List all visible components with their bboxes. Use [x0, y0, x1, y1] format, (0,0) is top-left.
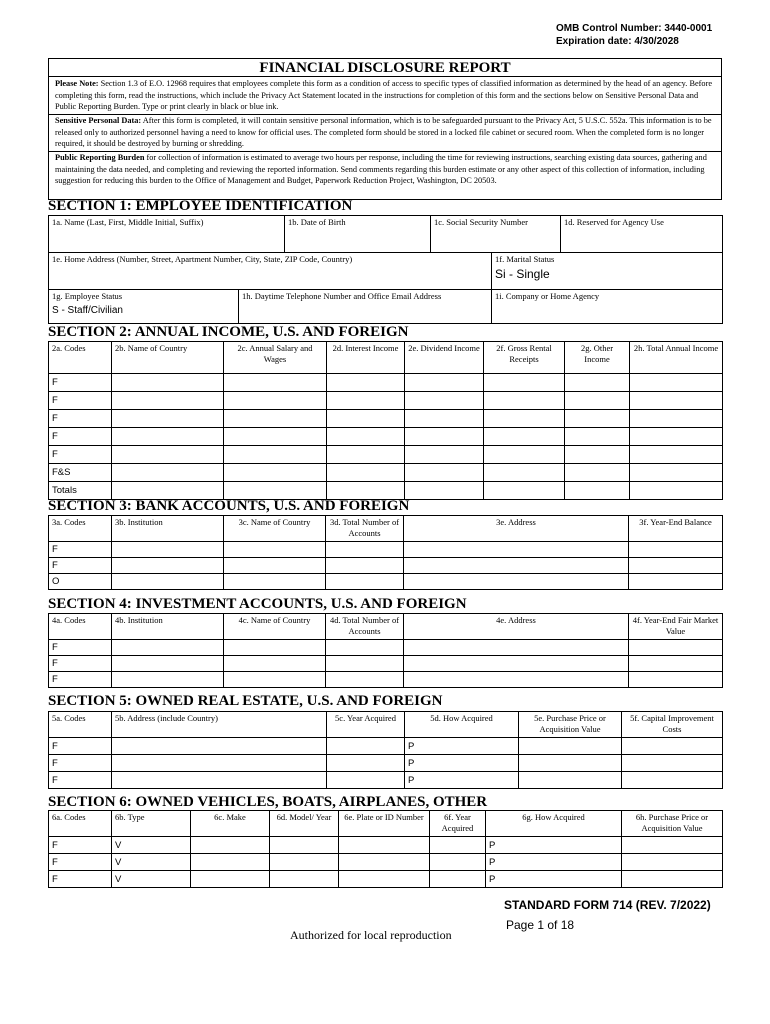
s6-cell[interactable] [339, 854, 430, 871]
s5-cell[interactable] [622, 772, 723, 789]
s5-header-2: 5c. Year Acquired [327, 712, 405, 738]
s4-cell[interactable] [224, 656, 326, 672]
s6-cell[interactable] [622, 854, 723, 871]
s3-cell[interactable] [404, 542, 629, 558]
s2-row [49, 446, 723, 464]
s2-cell[interactable] [327, 464, 405, 482]
s2-header-0: 2a. Codes [49, 342, 112, 374]
s6-cell[interactable] [191, 837, 270, 854]
field-1i-company[interactable]: 1i. Company or Home Agency [492, 290, 723, 324]
s5-cell[interactable] [519, 738, 622, 755]
section-6-table [48, 810, 723, 888]
section-1-row3 [48, 289, 723, 324]
s2-cell[interactable] [327, 482, 405, 500]
s2-cell[interactable] [112, 410, 224, 428]
s3-cell[interactable] [224, 542, 326, 558]
section-4-title: SECTION 4: INVESTMENT ACCOUNTS, U.S. AND FOREIGN [48, 596, 467, 612]
s4-cell[interactable] [404, 672, 629, 688]
s6-header-2: 6c. Make [191, 811, 270, 837]
s3-row [49, 574, 723, 590]
field-1g-employee-status[interactable]: 1g. Employee Status S - Staff/Civilian [49, 290, 239, 324]
s4-cell[interactable] [112, 672, 224, 688]
s2-header-2: 2c. Annual Salary and Wages [224, 342, 327, 374]
s3-header-2: 3c. Name of Country [224, 516, 326, 542]
s2-cell[interactable] [224, 374, 327, 392]
s2-header-7: 2h. Total Annual Income [630, 342, 723, 374]
s5-header-5: 5f. Capital Improvement Costs [622, 712, 723, 738]
s4-header-5: 4f. Year-End Fair Market Value [629, 614, 723, 640]
s5-header-0: 5a. Codes [49, 712, 112, 738]
s3-cell[interactable] [112, 542, 224, 558]
s6-cell[interactable] [622, 837, 723, 854]
s3-cell[interactable] [404, 574, 629, 590]
s6-header-5: 6f. Year Acquired [430, 811, 486, 837]
s2-cell[interactable] [484, 464, 565, 482]
s2-cell[interactable] [405, 482, 484, 500]
s2-cell[interactable] [565, 446, 630, 464]
s6-header-6: 6g. How Acquired [486, 811, 622, 837]
s3-cell[interactable]: F [49, 558, 112, 574]
field-1h-phone-email[interactable]: 1h. Daytime Telephone Number and Office Email Address [239, 290, 492, 324]
s2-cell[interactable]: F [49, 446, 112, 464]
s6-cell[interactable]: F [49, 837, 112, 854]
s4-cell[interactable] [326, 656, 404, 672]
s3-cell[interactable] [224, 574, 326, 590]
s5-cell[interactable] [112, 738, 327, 755]
field-1b-dob[interactable]: 1b. Date of Birth [285, 216, 431, 253]
s6-cell[interactable] [191, 871, 270, 888]
s6-cell[interactable] [270, 854, 339, 871]
s2-cell[interactable] [224, 464, 327, 482]
s3-cell[interactable] [629, 542, 723, 558]
s4-header-4: 4e. Address [404, 614, 629, 640]
s5-cell[interactable]: F [49, 772, 112, 789]
s6-header-1: 6b. Type [112, 811, 191, 837]
s3-row [49, 558, 723, 574]
s5-header-3: 5d. How Acquired [405, 712, 519, 738]
form-title: FINANCIAL DISCLOSURE REPORT [259, 60, 511, 76]
s2-cell[interactable] [630, 428, 723, 446]
s6-cell[interactable] [339, 837, 430, 854]
s2-cell[interactable] [224, 392, 327, 410]
s6-cell[interactable]: F [49, 854, 112, 871]
section-6-title: SECTION 6: OWNED VEHICLES, BOATS, AIRPLANES, OTHER [48, 794, 488, 810]
s6-header-4: 6e. Plate or ID Number [339, 811, 430, 837]
field-1a-name[interactable]: 1a. Name (Last, First, Middle Initial, Suffix) [49, 216, 285, 253]
s6-row [49, 854, 723, 871]
s6-cell[interactable] [270, 837, 339, 854]
s6-cell[interactable]: P [486, 871, 622, 888]
s5-cell[interactable] [112, 772, 327, 789]
s4-cell[interactable] [629, 640, 723, 656]
s4-cell[interactable] [404, 656, 629, 672]
s2-cell[interactable] [630, 410, 723, 428]
s2-cell[interactable] [224, 410, 327, 428]
s6-cell[interactable] [191, 854, 270, 871]
s2-cell[interactable]: Totals [49, 482, 112, 500]
s2-cell[interactable] [565, 410, 630, 428]
section-1-title: SECTION 1: EMPLOYEE IDENTIFICATION [48, 198, 353, 214]
s5-cell[interactable] [327, 738, 405, 755]
s4-cell[interactable] [112, 640, 224, 656]
s5-cell[interactable] [112, 755, 327, 772]
omb-control-number: OMB Control Number: 3440-0001 [556, 23, 713, 34]
employee-status-value: S - Staff/Civilian [52, 305, 123, 316]
section-3-table [48, 515, 723, 590]
s5-row [49, 772, 723, 789]
s2-header-1: 2b. Name of Country [112, 342, 224, 374]
s2-header-6: 2g. Other Income [565, 342, 630, 374]
s2-cell[interactable]: F [49, 392, 112, 410]
s2-cell[interactable] [405, 374, 484, 392]
s5-cell[interactable]: F [49, 755, 112, 772]
s4-header-3: 4d. Total Number of Accounts [326, 614, 404, 640]
s6-cell[interactable]: P [486, 854, 622, 871]
s3-cell[interactable] [326, 542, 404, 558]
s2-cell[interactable] [327, 392, 405, 410]
s2-cell[interactable] [565, 428, 630, 446]
s3-cell[interactable] [224, 558, 326, 574]
section-2-title: SECTION 2: ANNUAL INCOME, U.S. AND FOREIGN [48, 324, 409, 340]
s3-cell[interactable] [326, 558, 404, 574]
s4-cell[interactable] [629, 656, 723, 672]
s4-cell[interactable] [224, 640, 326, 656]
s5-header-4: 5e. Purchase Price or Acquisition Value [519, 712, 622, 738]
s6-cell[interactable]: V [112, 871, 191, 888]
s2-cell[interactable] [484, 446, 565, 464]
s4-row [49, 656, 723, 672]
notes-box [48, 58, 722, 200]
s2-cell[interactable] [484, 374, 565, 392]
s2-cell[interactable] [565, 374, 630, 392]
s2-cell[interactable] [484, 482, 565, 500]
s4-cell[interactable] [112, 656, 224, 672]
s3-cell[interactable] [629, 558, 723, 574]
sensitive-data-note: Sensitive Personal Data: After this form is completed, it will contain sensitive personal information, which is to be safeguarded pursuant to the Privacy Act, 5 U.S.C. 552a. This information is to be released only to authorized personnel having a need to know for official uses. The completed form should be stored in a locked file cabinet or secured room. When the completed form is no longer required, it should be destroyed by burning or shredding. [55, 116, 712, 148]
s3-cell[interactable] [404, 558, 629, 574]
s4-cell[interactable]: F [49, 672, 112, 688]
please-note: Please Note: Section 1.3 of E.O. 12968 requires that employees complete this form as a condition of access to specific types of classified information as determined by the head of an agency. Before completing this form, read the instructions, which include the Privacy Act Statement located in the instructions for completion of this form and the sections below on Sensitive Personal Data and Public Reporting Burden. Type or print clearly in black or blue ink. [55, 79, 713, 111]
s4-header-0: 4a. Codes [49, 614, 112, 640]
s5-cell[interactable] [327, 772, 405, 789]
s5-cell[interactable]: F [49, 738, 112, 755]
s5-row [49, 755, 723, 772]
s3-cell[interactable] [112, 574, 224, 590]
section-3-title: SECTION 3: BANK ACCOUNTS, U.S. AND FOREIGN [48, 498, 410, 514]
s4-cell[interactable] [629, 672, 723, 688]
marital-status-value: Si - Single [495, 267, 550, 281]
section-4-table [48, 613, 723, 688]
s5-row [49, 738, 723, 755]
s2-cell[interactable] [112, 392, 224, 410]
s2-cell[interactable] [405, 428, 484, 446]
s6-cell[interactable]: P [486, 837, 622, 854]
s3-cell[interactable]: F [49, 542, 112, 558]
s2-cell[interactable] [405, 464, 484, 482]
s2-cell[interactable] [327, 428, 405, 446]
s4-cell[interactable] [326, 640, 404, 656]
s2-cell[interactable] [405, 392, 484, 410]
s4-cell[interactable]: F [49, 656, 112, 672]
s4-cell[interactable] [224, 672, 326, 688]
s6-row [49, 871, 723, 888]
public-burden-note: Public Reporting Burden for collection of information is estimated to average two hours per response, including the time for reviewing instructions, searching existing data sources, gathering and maintaining the data needed, and completing and reviewing the reported information. Send comments regarding this burden estimate or any other aspect of this collection of information, including suggestion for reducing this burden to the Office of Management and Budget, Paperwork Reduction Project, Washington, DC 20503. [55, 153, 707, 185]
field-1c-ssn[interactable]: 1c. Social Security Number [431, 216, 561, 253]
s2-cell[interactable] [630, 374, 723, 392]
field-1d-reserved[interactable]: 1d. Reserved for Agency Use [561, 216, 723, 253]
s4-row [49, 640, 723, 656]
s6-cell[interactable]: V [112, 854, 191, 871]
s6-row [49, 837, 723, 854]
s2-cell[interactable] [630, 446, 723, 464]
field-1e-home-address[interactable]: 1e. Home Address (Number, Street, Apartment Number, City, State, ZIP Code, Country) [49, 253, 492, 290]
s5-cell[interactable] [622, 738, 723, 755]
s6-cell[interactable] [430, 854, 486, 871]
s2-cell[interactable] [405, 446, 484, 464]
s2-cell[interactable] [112, 482, 224, 500]
s6-header-0: 6a. Codes [49, 811, 112, 837]
s2-cell[interactable] [630, 392, 723, 410]
omb-expiration: Expiration date: 4/30/2028 [556, 36, 679, 47]
page-number: Page 1 of 18 [506, 918, 575, 932]
s5-cell[interactable]: P [405, 755, 519, 772]
s2-cell[interactable] [484, 410, 565, 428]
s2-cell[interactable]: F [49, 410, 112, 428]
s2-cell[interactable] [224, 446, 327, 464]
s2-cell[interactable] [327, 410, 405, 428]
s3-cell[interactable]: O [49, 574, 112, 590]
section-2-table [48, 341, 723, 500]
s2-cell[interactable] [630, 464, 723, 482]
authorized-reproduction: Authorized for local reproduction [290, 928, 452, 942]
section-1-row2 [48, 252, 723, 290]
s2-cell[interactable] [224, 482, 327, 500]
s4-header-1: 4b. Institution [112, 614, 224, 640]
s4-cell[interactable] [326, 672, 404, 688]
s3-cell[interactable] [112, 558, 224, 574]
s3-cell[interactable] [326, 574, 404, 590]
s2-cell[interactable]: F [49, 428, 112, 446]
s5-cell[interactable] [519, 755, 622, 772]
s5-cell[interactable]: P [405, 738, 519, 755]
s2-cell[interactable] [327, 446, 405, 464]
s6-header-3: 6d. Model/ Year [270, 811, 339, 837]
s3-row [49, 542, 723, 558]
s3-header-4: 3e. Address [404, 516, 629, 542]
s4-cell[interactable]: F [49, 640, 112, 656]
s6-cell[interactable]: F [49, 871, 112, 888]
s2-cell[interactable] [112, 464, 224, 482]
s2-cell[interactable] [565, 392, 630, 410]
s6-cell[interactable] [430, 871, 486, 888]
s6-cell[interactable]: V [112, 837, 191, 854]
s2-cell[interactable] [112, 428, 224, 446]
s2-cell[interactable] [224, 428, 327, 446]
s6-cell[interactable] [622, 871, 723, 888]
s2-cell[interactable] [565, 482, 630, 500]
s2-row [49, 482, 723, 500]
s5-cell[interactable] [519, 772, 622, 789]
s6-cell[interactable] [430, 837, 486, 854]
s2-row [49, 428, 723, 446]
s2-cell[interactable] [630, 482, 723, 500]
s3-header-5: 3f. Year-End Balance [629, 516, 723, 542]
omb-block [556, 22, 712, 48]
s3-header-0: 3a. Codes [49, 516, 112, 542]
s6-header-7: 6h. Purchase Price or Acquisition Value [622, 811, 723, 837]
s2-cell[interactable] [405, 410, 484, 428]
s2-cell[interactable] [327, 374, 405, 392]
s2-header-4: 2e. Dividend Income [405, 342, 484, 374]
s5-header-1: 5b. Address (include Country) [112, 712, 327, 738]
s2-cell[interactable]: F&S [49, 464, 112, 482]
section-5-title: SECTION 5: OWNED REAL ESTATE, U.S. AND FOREIGN [48, 693, 443, 709]
field-1f-marital-status[interactable]: 1f. Marital Status Si - Single [492, 253, 723, 290]
s6-cell[interactable] [270, 871, 339, 888]
section-1-table [48, 215, 723, 253]
s2-header-5: 2f. Gross Rental Receipts [484, 342, 565, 374]
s6-cell[interactable] [339, 871, 430, 888]
s2-cell[interactable] [484, 428, 565, 446]
s2-cell[interactable] [112, 446, 224, 464]
s2-cell[interactable] [565, 464, 630, 482]
s3-header-3: 3d. Total Number of Accounts [326, 516, 404, 542]
s3-cell[interactable] [629, 574, 723, 590]
s2-header-3: 2d. Interest Income [327, 342, 405, 374]
s2-row [49, 464, 723, 482]
s5-cell[interactable]: P [405, 772, 519, 789]
s2-cell[interactable] [484, 392, 565, 410]
s4-cell[interactable] [404, 640, 629, 656]
s2-cell[interactable] [112, 374, 224, 392]
s4-header-2: 4c. Name of Country [224, 614, 326, 640]
s3-header-1: 3b. Institution [112, 516, 224, 542]
s5-cell[interactable] [327, 755, 405, 772]
section-5-table [48, 711, 723, 789]
s2-row [49, 374, 723, 392]
s2-row [49, 410, 723, 428]
s4-row [49, 672, 723, 688]
s2-cell[interactable]: F [49, 374, 112, 392]
s5-cell[interactable] [622, 755, 723, 772]
form-number: STANDARD FORM 714 (REV. 7/2022) [504, 898, 711, 912]
s2-row [49, 392, 723, 410]
